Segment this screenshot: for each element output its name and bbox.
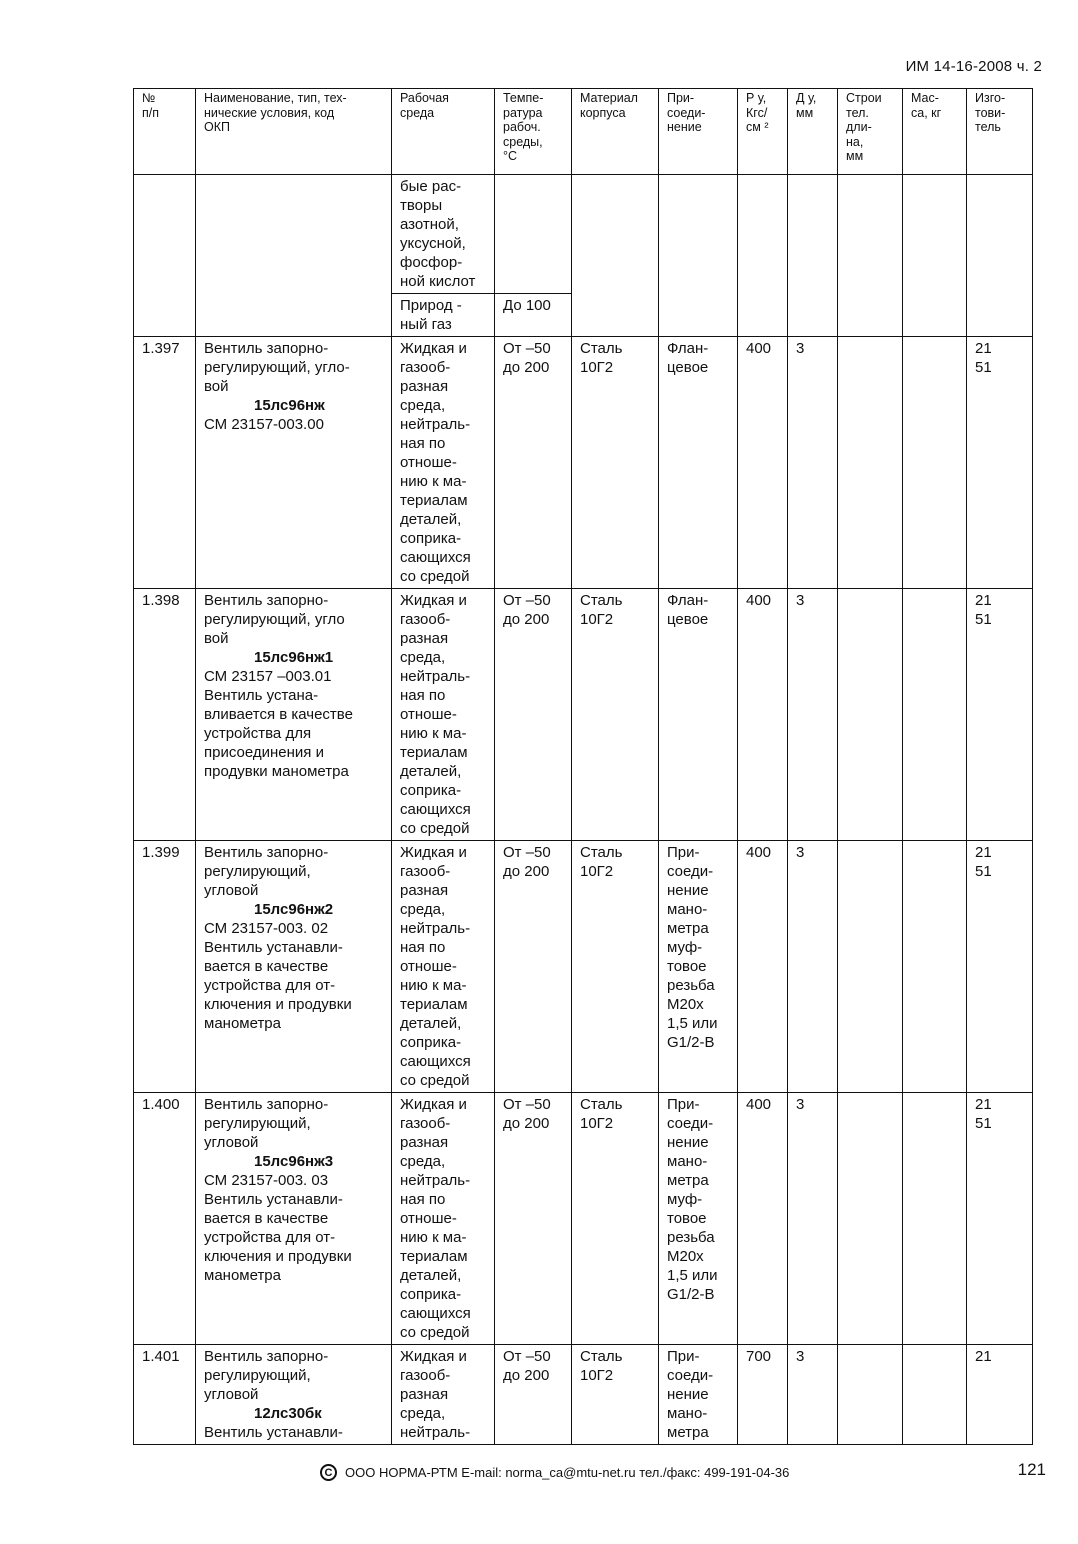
name-details: Вентиль устанавли- [204,1424,343,1441]
cell-length [838,337,903,589]
cell-name [196,841,392,1093]
designation-code: 15лс96нж1 [254,649,334,666]
col-header-name: Наименование, тип, тех- нические условия, код ОКП [196,89,392,175]
cell-number: 1.398 [134,589,196,841]
cell-diameter: 3 [788,1093,838,1345]
cell-length [838,589,903,841]
table-row [134,841,1033,1093]
cell-length [838,1345,903,1445]
cell-name [196,337,392,589]
cell-manufacturer: 21 [967,1345,1033,1445]
col-header-material: Материал корпуса [572,89,659,175]
cell-name [196,589,392,841]
cell-medium: бые рас- творы азотной, уксусной, фосфор- ной кислот [392,175,495,294]
cell-number: 1.400 [134,1093,196,1345]
cell-pressure: 400 [738,337,788,589]
cell-connection: Флан- цевое [659,589,738,841]
col-header-manufacturer: Изго- тови- тель [967,89,1033,175]
designation-code: 15лс96нж2 [254,901,334,918]
table-row [134,1345,1033,1445]
cell-medium: Жидкая и газооб- разная среда, нейтраль- ная по отноше- нию к ма- териалам деталей, соприка- сающихся со средой [392,337,495,589]
cell-mass [903,1093,967,1345]
designation-code: 12лс30бк [254,1405,322,1422]
designation-code: 15лс96нж [254,397,325,414]
page-number: 121 [1017,1460,1046,1479]
cell-connection: При- соеди- нение мано- метра муф- товое резьба М20х 1,5 или G1/2-В [659,841,738,1093]
cell-connection [659,175,738,337]
col-header-diameter: Д у, мм [788,89,838,175]
cell-number: 1.399 [134,841,196,1093]
cell-mass [903,1345,967,1445]
name-text: Вентиль запорно- регулирующий, угловой [204,844,329,899]
cell-temperature: От –50 до 200 [495,841,572,1093]
cell-temperature: От –50 до 200 [495,1345,572,1445]
table-row [134,589,1033,841]
name-text: Вентиль запорно- регулирующий, угловой [204,1096,329,1151]
cell-diameter: 3 [788,841,838,1093]
name-details: СМ 23157-003. 02 Вентиль устанавли- вается в качестве устройства для от- ключения и продувки манометра [204,920,352,1032]
cell-temperature: От –50 до 200 [495,589,572,841]
col-header-connection: При- соеди- нение [659,89,738,175]
cell-mass [903,337,967,589]
cell-connection: При- соеди- нение мано- метра [659,1345,738,1445]
cell-length [838,175,903,337]
cell-connection: Флан- цевое [659,337,738,589]
continuation-row-1 [134,175,1033,294]
cell-diameter: 3 [788,337,838,589]
name-text: Вентиль запорно- регулирующий, угло- вой [204,340,350,395]
col-header-number: № п/п [134,89,196,175]
cell-length [838,841,903,1093]
cell-mass [903,841,967,1093]
col-header-medium: Рабочая среда [392,89,495,175]
document-id: ИМ 14-16-2008 ч. 2 [905,58,1042,75]
cell-material: Сталь 10Г2 [572,589,659,841]
cell-pressure: 400 [738,1093,788,1345]
cell-diameter: 3 [788,1345,838,1445]
col-header-mass: Мас- са, кг [903,89,967,175]
table-header-row [134,89,1033,175]
cell-material: Сталь 10Г2 [572,1345,659,1445]
cell-manufacturer [967,175,1033,337]
cell-number: 1.401 [134,1345,196,1445]
cell-manufacturer: 21 51 [967,1093,1033,1345]
valve-spec-table [133,88,1033,1445]
name-details: СМ 23157-003.00 [204,416,324,433]
cell-material: Сталь 10Г2 [572,1093,659,1345]
cell-medium: Жидкая и газооб- разная среда, нейтраль- ная по отноше- нию к ма- териалам деталей, соприка- сающихся со средой [392,841,495,1093]
cell-temperature: От –50 до 200 [495,337,572,589]
col-header-temperature: Темпе- ратура рабоч. среды, °С [495,89,572,175]
footer-contacts: ООО НОРМА-РТМ E-mail: norma_ca@mtu-net.ru тел./факс: 499-191-04-36 [345,1465,790,1480]
cell-temperature: От –50 до 200 [495,1093,572,1345]
cell-temperature [495,175,572,294]
cell-diameter: 3 [788,589,838,841]
cell-medium: Жидкая и газооб- разная среда, нейтраль- ная по отноше- нию к ма- териалам деталей, соприка- сающихся со средой [392,589,495,841]
table-row [134,1093,1033,1345]
table-row [134,337,1033,589]
cell-material [572,175,659,337]
name-text: Вентиль запорно- регулирующий, угловой [204,1348,329,1403]
cell-length [838,1093,903,1345]
designation-code: 15лс96нж3 [254,1153,334,1170]
cell-medium: Жидкая и газооб- разная среда, нейтраль- ная по отноше- нию к ма- териалам деталей, соприка- сающихся со средой [392,1093,495,1345]
cell-medium: Жидкая и газооб- разная среда, нейтраль- [392,1345,495,1445]
cell-manufacturer: 21 51 [967,589,1033,841]
cell-pressure [738,175,788,337]
cell-pressure: 700 [738,1345,788,1445]
page-footer [320,1464,789,1481]
copyright-icon: C [320,1464,337,1481]
cell-name [196,1093,392,1345]
cell-pressure: 400 [738,841,788,1093]
name-details: СМ 23157 –003.01 Вентиль устана- вливается в качестве устройства для присоединения и продувки манометра [204,668,353,780]
cell-mass [903,175,967,337]
name-details: СМ 23157-003. 03 Вентиль устанавли- вается в качестве устройства для от- ключения и продувки манометра [204,1172,352,1284]
cell-manufacturer: 21 51 [967,337,1033,589]
cell-pressure: 400 [738,589,788,841]
cell-diameter [788,175,838,337]
cell-name [196,175,392,337]
cell-connection: При- соеди- нение мано- метра муф- товое резьба М20х 1,5 или G1/2-В [659,1093,738,1345]
cell-temperature: До 100 [495,294,572,337]
cell-number: 1.397 [134,337,196,589]
cell-medium: Природ - ный газ [392,294,495,337]
cell-number [134,175,196,337]
name-text: Вентиль запорно- регулирующий, угло вой [204,592,345,647]
col-header-length: Строи тел. дли- на, мм [838,89,903,175]
cell-mass [903,589,967,841]
cell-manufacturer: 21 51 [967,841,1033,1093]
col-header-pressure: Р у, Кгс/ см ² [738,89,788,175]
cell-name [196,1345,392,1445]
cell-material: Сталь 10Г2 [572,841,659,1093]
cell-material: Сталь 10Г2 [572,337,659,589]
